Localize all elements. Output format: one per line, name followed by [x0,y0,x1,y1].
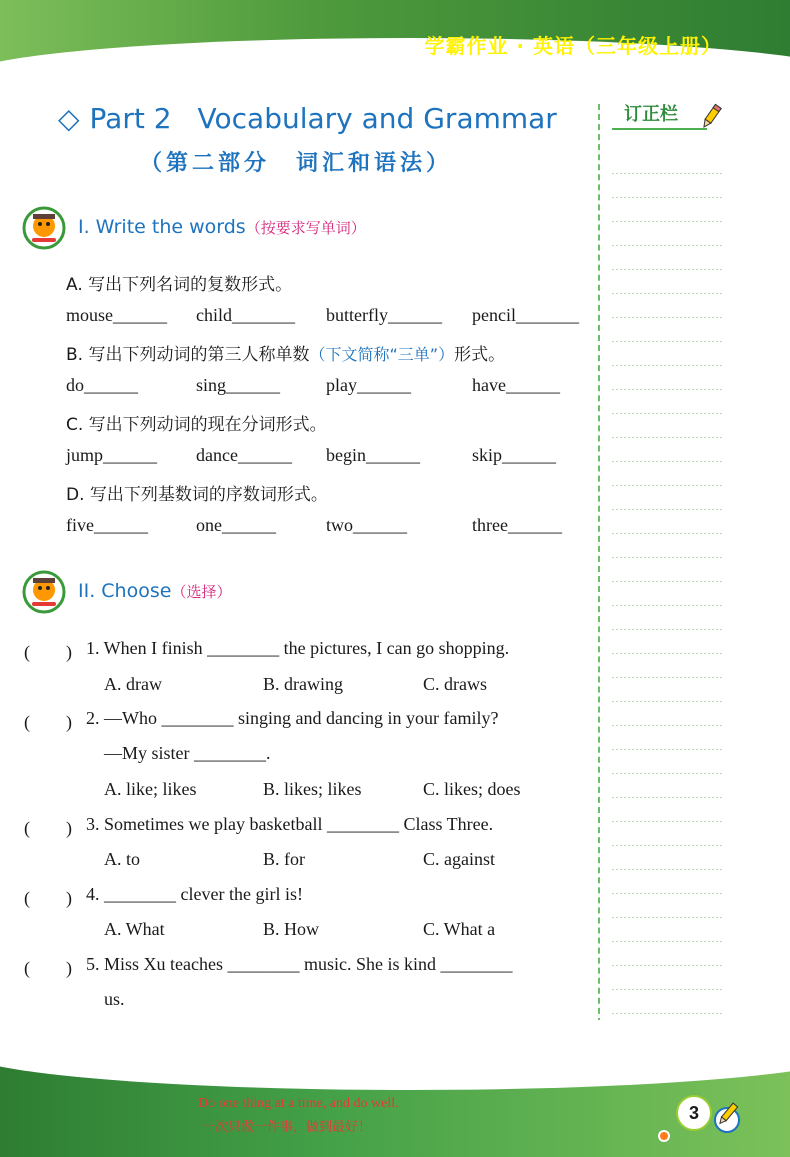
footer-curve [0,1020,790,1090]
word-c-2: dance______ [196,445,292,465]
question-stem: 3. Sometimes we play basketball ________ Class Three. [86,814,494,834]
word-b-3: play______ [326,375,411,395]
word-a-2: child_______ [196,305,295,325]
pencil-icon [698,102,724,130]
student-mascot-icon [22,206,66,250]
word-a-1: mouse______ [66,305,167,325]
part-subtitle: （第二部分 词汇和语法） [140,151,453,176]
motto-chinese: 一次只做一件事，做到最好！ [202,1120,372,1135]
section1-note: （按要求写单词） [245,219,366,237]
question-stem: 2. —Who ________ singing and dancing in your family? [86,708,499,728]
question-stem-line2: us. [104,989,125,1009]
answer-paren[interactable]: ( ) [24,818,72,838]
option-a: A. to [104,849,140,869]
answer-paren[interactable]: ( ) [24,958,72,978]
option-b: B. for [263,849,305,869]
option-a: A. draw [104,674,162,694]
instruction-a: A. 写出下列名词的复数形式。 [66,275,293,295]
part-heading: Vocabulary and Grammar [197,102,557,135]
diamond-icon: ◇ [58,102,80,135]
word-c-4: skip______ [472,445,557,465]
question-stem: 1. When I finish ________ the pictures, I can go shopping. [86,638,510,658]
section1-title: I. Write the words [78,216,246,238]
option-b: B. How [263,919,320,939]
column-divider [598,104,600,1054]
question-stem: 5. Miss Xu teaches ________ music. She is kind ________ [86,954,513,974]
option-c: C. draws [423,674,487,694]
decor-dot [658,1130,670,1142]
word-b-1: do______ [66,375,138,395]
option-c: C. against [423,849,495,869]
word-d-2: one______ [196,515,276,535]
motto-english: Do one thing at a time, and do well. [198,1096,399,1111]
word-c-1: jump______ [66,445,158,465]
instruction-b-end: 形式。 [454,345,506,365]
instruction-d: D. 写出下列基数词的序数词形式。 [66,485,328,505]
book-title: 学霸作业 · 英语（三年级上册） [424,34,722,58]
answer-paren[interactable]: ( ) [24,712,72,732]
word-d-4: three______ [472,515,562,535]
answer-paren[interactable]: ( ) [24,642,72,662]
instruction-b [66,340,505,365]
section2-title: II. Choose [78,580,172,602]
section1-heading [78,216,366,238]
correction-label: 订正栏 [624,104,678,125]
part-number: Part 2 [89,102,172,135]
question-stem-line2: —My sister ________. [104,743,271,763]
pencil-icon [712,1100,742,1134]
option-b: B. likes; likes [263,779,362,799]
part-title [58,102,557,135]
word-b-4: have______ [472,375,560,395]
section2-note: （选择） [171,583,232,601]
section2-heading [78,580,231,602]
question-stem: 4. ________ clever the girl is! [86,884,303,904]
word-a-3: butterfly______ [326,305,442,325]
instruction-c: C. 写出下列动词的现在分词形式。 [66,415,327,435]
option-a: A. like; likes [104,779,197,799]
answer-paren[interactable]: ( ) [24,888,72,908]
option-a: A. What [104,919,165,939]
word-b-2: sing______ [196,375,281,395]
instruction-b-start: B. 写出下列动词的第三人称单数 [66,345,310,365]
correction-underline [612,128,707,130]
student-mascot-icon [22,570,66,614]
instruction-b-note: （下文简称“三单”） [309,345,455,364]
word-d-1: five______ [66,515,148,535]
word-a-4: pencil_______ [472,305,579,325]
correction-lines [610,150,722,1050]
word-c-3: begin______ [326,445,420,465]
word-d-3: two______ [326,515,407,535]
option-c: C. What a [423,919,496,939]
page-number: 3 [676,1095,712,1131]
option-b: B. drawing [263,674,343,694]
option-c: C. likes; does [423,779,521,799]
